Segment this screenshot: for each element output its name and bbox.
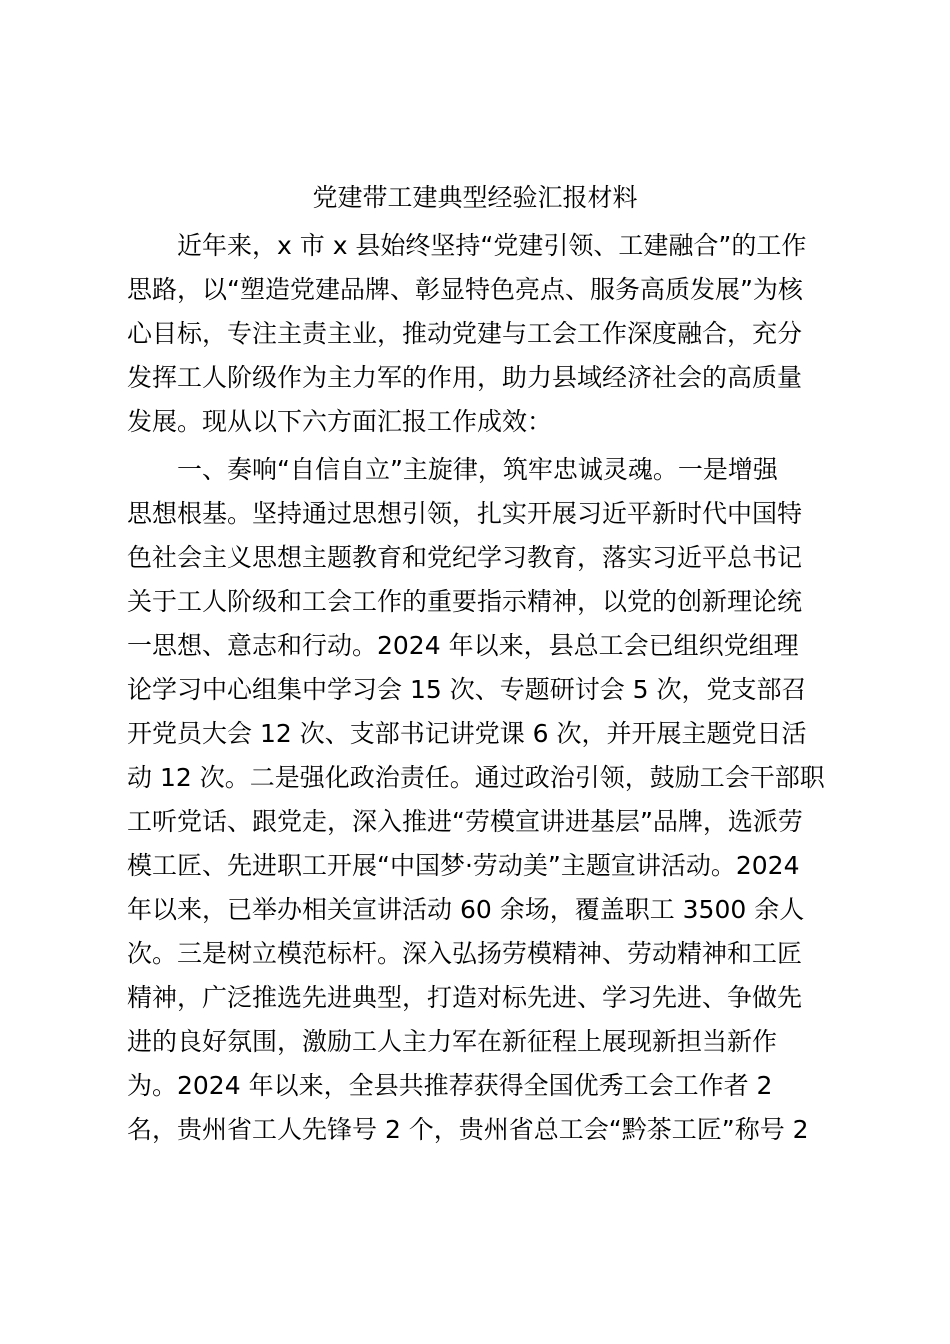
paragraph-line: 发展。现从以下六方面汇报工作成效：	[127, 407, 553, 436]
paragraph-line: 思想根基。坚持通过思想引领，扎实开展习近平新时代中国特	[127, 499, 803, 528]
paragraph-line: 开党员大会 12 次、支部书记讲党课 6 次，并开展主题党日活	[127, 719, 807, 748]
paragraph-line: 心目标，专注主责主业，推动党建与工会工作深度融合，充分	[127, 319, 803, 348]
paragraph-line: 发挥工人阶级作为主力军的作用，助力县域经济社会的高质量	[127, 363, 803, 392]
paragraph-line: 为。2024 年以来，全县共推荐获得全国优秀工会工作者 2	[127, 1071, 773, 1100]
paragraph-line: 名，贵州省工人先锋号 2 个，贵州省总工会“黔茶工匠”称号 2	[127, 1115, 809, 1144]
paragraph-line: 一思想、意志和行动。2024 年以来，县总工会已组织党组理	[127, 631, 799, 660]
paragraph-line: 动 12 次。二是强化政治责任。通过政治引领，鼓励工会干部职	[127, 763, 825, 792]
paragraph-line: 思路，以“塑造党建品牌、彰显特色亮点、服务高质发展”为核	[127, 275, 803, 304]
paragraph-line: 精神，广泛推选先进典型，打造对标先进、学习先进、争做先	[127, 983, 803, 1012]
document-title: 党建带工建典型经验汇报材料	[312, 183, 638, 212]
paragraph-line: 模工匠、先进职工开展“中国梦·劳动美”主题宣讲活动。2024	[127, 851, 800, 880]
paragraph-line: 进的良好氛围，激励工人主力军在新征程上展现新担当新作	[127, 1027, 778, 1056]
paragraph-line: 次。三是树立模范标杆。深入弘扬劳模精神、劳动精神和工匠	[127, 939, 803, 968]
paragraph-line: 关于工人阶级和工会工作的重要指示精神，以党的创新理论统	[127, 587, 803, 616]
paragraph-line: 工听党话、跟党走，深入推进“劳模宣讲进基层”品牌，选派劳	[127, 807, 803, 836]
paragraph-line: 色社会主义思想主题教育和党纪学习教育，落实习近平总书记	[127, 543, 803, 572]
paragraph-line: 近年来，x 市 x 县始终坚持“党建引领、工建融合”的工作	[177, 231, 807, 260]
paragraph-line: 论学习中心组集中学习会 15 次、专题研讨会 5 次，党支部召	[127, 675, 807, 704]
paragraph-line: 一、奏响“自信自立”主旋律，筑牢忠诚灵魂。一是增强	[177, 455, 778, 484]
paragraph-line: 年以来，已举办相关宣讲活动 60 余场，覆盖职工 3500 余人	[127, 895, 805, 924]
